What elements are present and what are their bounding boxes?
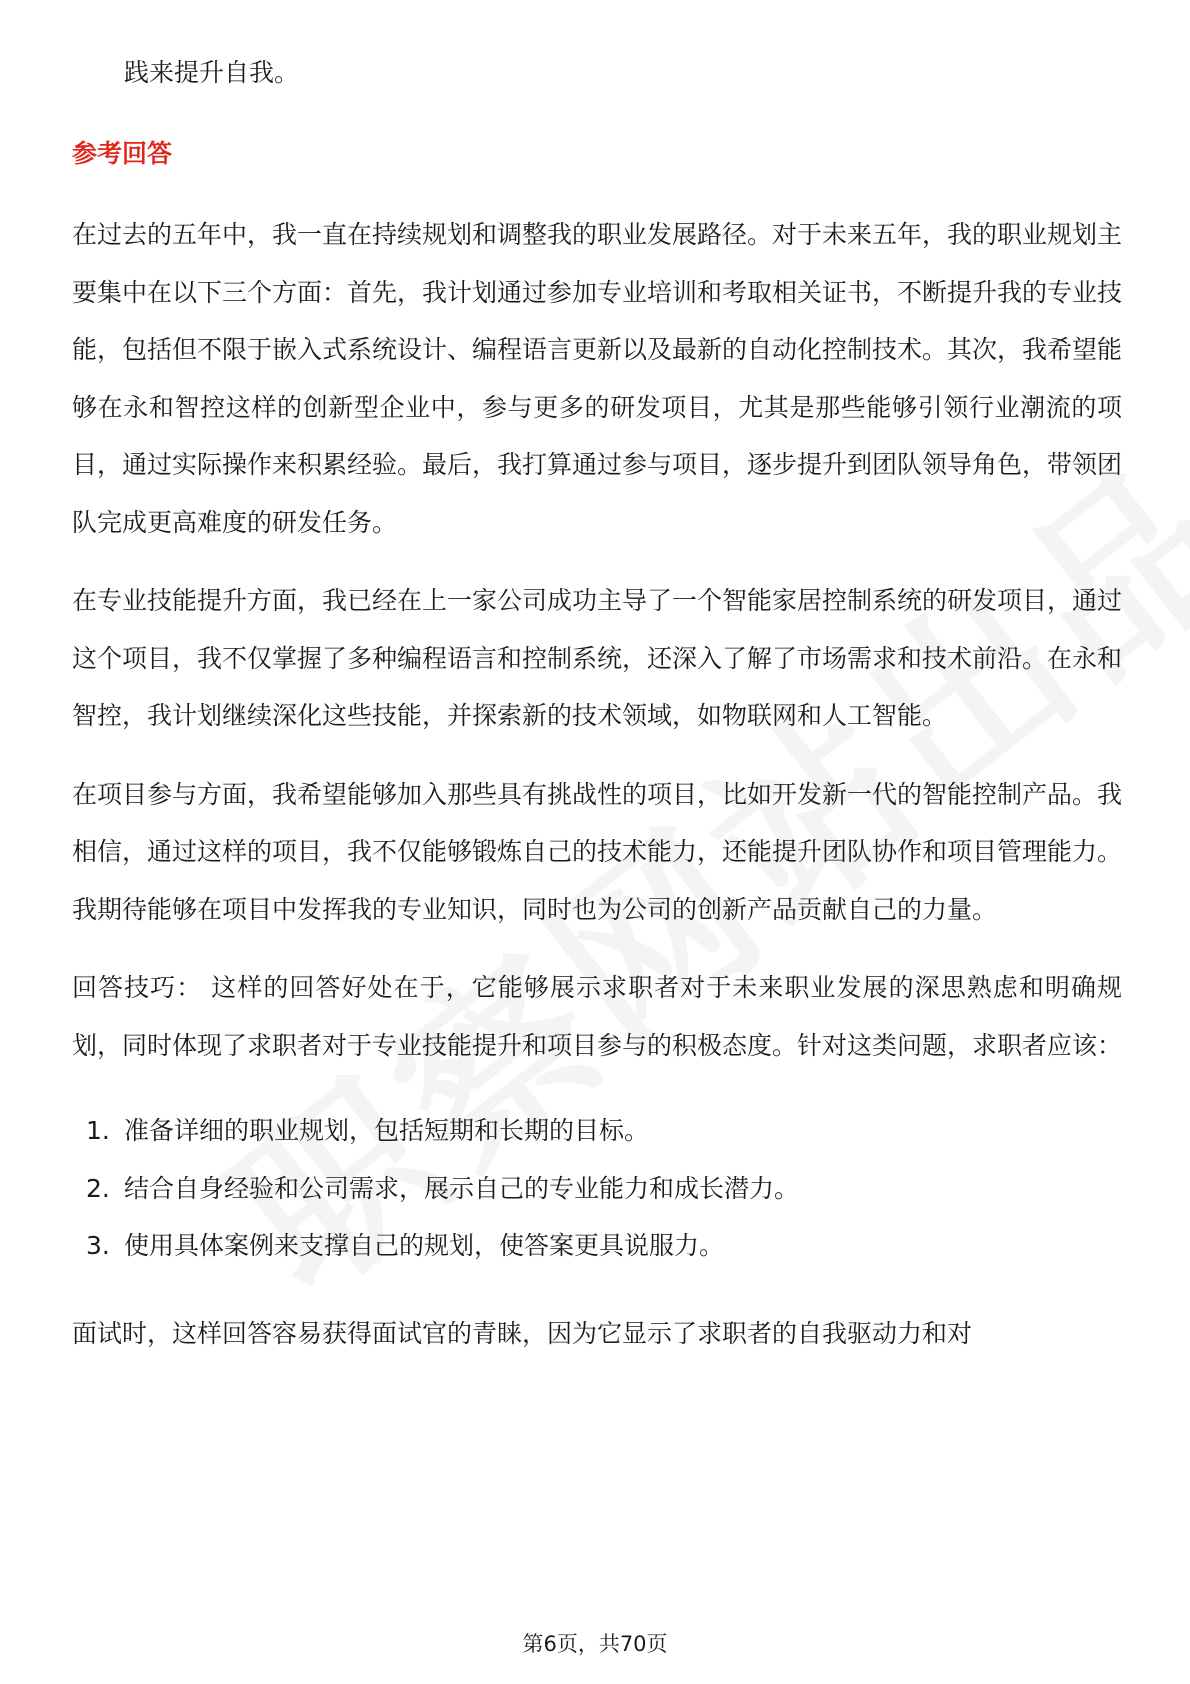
list-item-number: 3. [86, 1231, 110, 1260]
page-number-footer: 第6页，共70页 [522, 1632, 668, 1656]
list-item-text: 结合自身经验和公司需求，展示自己的专业能力和成长潜力。 [124, 1173, 800, 1203]
list-item-text: 准备详细的职业规划，包括短期和长期的目标。 [124, 1116, 650, 1145]
list-item [72, 1217, 1122, 1275]
list-item [72, 1160, 1122, 1218]
answer-paragraph-3: 在项目参与方面，我希望能够加入那些具有挑战性的项目，比如开发新一代的智能控制产品。我相信，通过这样的项目，我不仅能够锻炼自己的技术能力，还能提升团队协作和项目管理能力。我期待能够在项目中发挥我的专业知识，同时也为公司的创新产品贡献自己的力量。 [72, 779, 1123, 924]
closing-paragraph: 面试时，这样回答容易获得面试官的青睐，因为它显示了求职者的自我驱动力和对 [72, 1318, 973, 1348]
answer-paragraph-1: 在过去的五年中，我一直在持续规划和调整我的职业发展路径。对于未来五年，我的职业规划主要集中在以下三个方面：首先，我计划通过参加专业培训和考取相关证书，不断提升我的专业技能，包括但不限于嵌入式系统设计、编程语言更新以及最新的自动化控制技术。其次，我希望能够在永和智控这样的创新型企业中，参与更多的研发项目，尤其是那些能够引领行业潮流的项目，通过实际操作来积累经验。最后，我打算通过参与项目，逐步提升到团队领导角色，带领团队完成更高难度的研发任务。 [72, 220, 1123, 537]
tips-list [72, 1102, 1122, 1275]
answer-paragraph-2: 在专业技能提升方面，我已经在上一家公司成功主导了一个智能家居控制系统的研发项目，通过这个项目，我不仅掌握了多种编程语言和控制系统，还深入了解了市场需求和技术前沿。在永和智控，我计划继续深化这些技能，并探索新的技术领域，如物联网和人工智能。 [72, 586, 1123, 730]
section-heading: 参考回答 [72, 138, 173, 168]
list-item-text: 使用具体案例来支撑自己的规划，使答案更具说服力。 [124, 1231, 725, 1260]
continuation-line: 践来提升自我。 [124, 58, 300, 87]
page-content [72, 0, 1122, 1362]
answer-tips-paragraph: 回答技巧： 这样的回答好处在于，它能够展示求职者对于未来职业发展的深思熟虑和明确规划，同时体现了求职者对于专业技能提升和项目参与的积极态度。针对这类问题，求职者应该： [72, 973, 1123, 1060]
list-item [72, 1102, 1122, 1160]
list-item-number: 2. [86, 1173, 110, 1203]
list-item-number: 1. [86, 1116, 110, 1145]
